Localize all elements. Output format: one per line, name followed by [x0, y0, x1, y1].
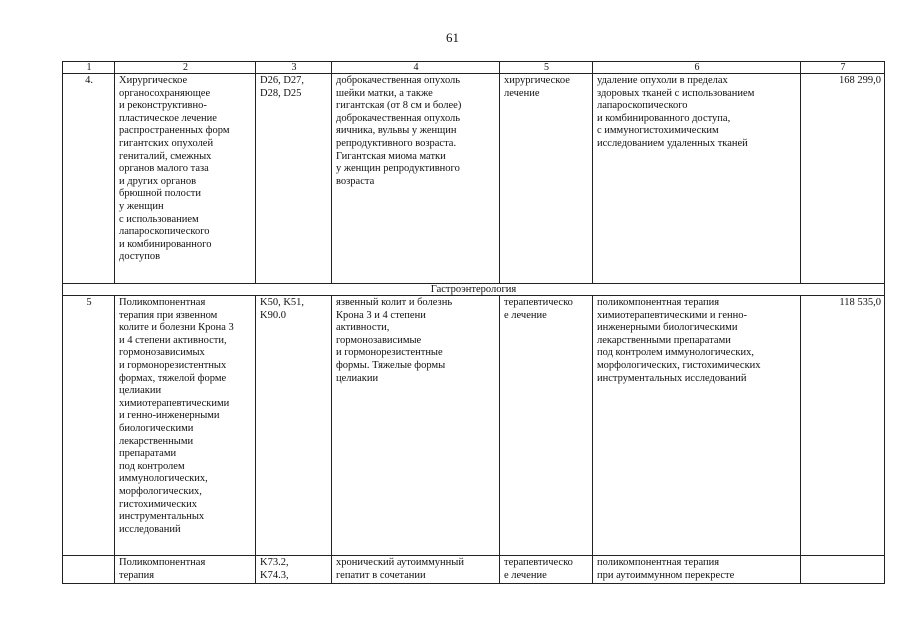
- icd-codes: D26, D27, D28, D25: [256, 74, 332, 284]
- column-number: 6: [593, 62, 801, 74]
- treatment-type: терапевтическо е лечение: [500, 556, 593, 584]
- table-row: [63, 74, 885, 284]
- price: 168 299,0: [801, 74, 885, 284]
- section-title: Гастроэнтерология: [63, 284, 885, 296]
- row-number: 4.: [63, 74, 115, 284]
- table-row: [63, 296, 885, 556]
- treatment-name: Поликомпонентная терапия: [115, 556, 256, 584]
- row-number: 5: [63, 296, 115, 556]
- column-number-row: [63, 62, 885, 74]
- icd-codes: K50, K51, K90.0: [256, 296, 332, 556]
- column-number: 2: [115, 62, 256, 74]
- icd-codes: K73.2, K74.3,: [256, 556, 332, 584]
- column-number: 4: [332, 62, 500, 74]
- treatment-type: хирургическое лечение: [500, 74, 593, 284]
- treatment-method: поликомпонентная терапия при аутоиммунном перекресте: [593, 556, 801, 584]
- patient-model: доброкачественная опухоль шейки матки, а также гигантская (от 8 см и более) доброкачественная опухоль яичника, вульвы у женщин репродуктивного возраста. Гигантская миома матки у женщин репродуктивного возраста: [332, 74, 500, 284]
- treatment-method: поликомпонентная терапия химиотерапевтическими и генно- инженерными биологическими лекарственными препаратами под контролем иммунологических, морфологических, гистохимических инструментальных исследований: [593, 296, 801, 556]
- table-row: [63, 556, 885, 584]
- column-number: 7: [801, 62, 885, 74]
- treatment-type: терапевтическо е лечение: [500, 296, 593, 556]
- patient-model: хронический аутоиммунный гепатит в сочетании: [332, 556, 500, 584]
- treatment-method: удаление опухоли в пределах здоровых тканей с использованием лапароскопического и комбинированного доступа, с иммуногистохимическим исследованием удаленных тканей: [593, 74, 801, 284]
- treatment-name: Хирургическое органосохраняющее и реконструктивно- пластическое лечение распространенных форм гигантских опухолей гениталий, смежных органов малого таза и других органов брюшной полости у женщин с использованием лапароскопического и комбинированного доступов: [115, 74, 256, 284]
- medical-care-table: [62, 61, 885, 584]
- price: 118 535,0: [801, 296, 885, 556]
- price: [801, 556, 885, 584]
- column-number: 1: [63, 62, 115, 74]
- column-number: 3: [256, 62, 332, 74]
- page-number: 61: [446, 30, 459, 45]
- section-header-row: [63, 284, 885, 296]
- patient-model: язвенный колит и болезнь Крона 3 и 4 степени активности, гормонозависимые и гормонорезистентные формы. Тяжелые формы целиакии: [332, 296, 500, 556]
- column-number: 5: [500, 62, 593, 74]
- row-number: [63, 556, 115, 584]
- treatment-name: Поликомпонентная терапия при язвенном колите и болезни Крона 3 и 4 степени активности, гормонозависимых и гормонорезистентных формах, тяжелой форме целиакии химиотерапевтическими и генно-инженерными биологическими лекарственными препаратами под контролем иммунологических, морфологических, гистохимических инструментальных исследований: [115, 296, 256, 556]
